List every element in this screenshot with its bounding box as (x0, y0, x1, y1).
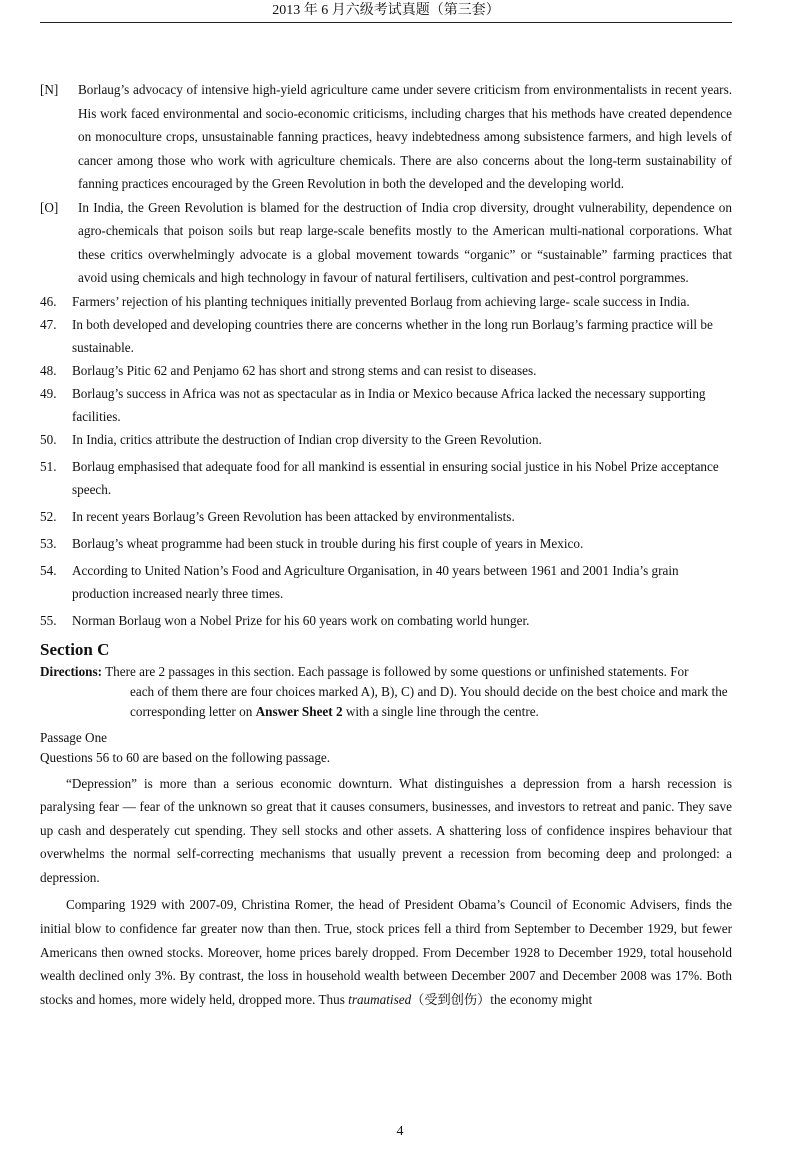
paragraph-label: [N] (40, 82, 59, 97)
question-number: 52. (40, 508, 57, 524)
question-text: In both developed and developing countries there are concerns whether in the long run Borlaug’s farming practice will be sustainable. (72, 316, 713, 355)
paragraph-o (40, 196, 732, 290)
question-text: Borlaug’s Pitic 62 and Penjamo 62 has short and strong stems and can resist to diseases. (72, 362, 537, 378)
question-item (40, 455, 732, 501)
question-text: Farmers’ rejection of his planting techniques initially prevented Borlaug from achieving large- scale success in India. (72, 293, 690, 309)
question-item (40, 359, 732, 382)
paragraph-text: In India, the Green Revolution is blamed for the destruction of India crop diversity, drought vulnerability, dependence on agro-chemicals that poison soils but reap large-scale benefits mostly to the American multi-national corporations. What these critics overwhelmingly advocate is a global movement towards “organic” or “sustainable” farming practices that avoid using chemicals and high technology in favour of natural fertilisers, cultivation and pest-control porgrammes. (78, 199, 732, 285)
directions-text-first: There are 2 passages in this section. Each passage is followed by some questions or unfinished statements. For (105, 663, 689, 679)
question-item (40, 313, 732, 359)
question-number: 55. (40, 612, 57, 628)
question-text: Borlaug’s wheat programme had been stuck in trouble during his first couple of years in Mexico. (72, 535, 584, 551)
question-number: 49. (40, 385, 57, 401)
question-item (40, 505, 732, 528)
question-text: In India, critics attribute the destruction of Indian crop diversity to the Green Revolution. (72, 431, 542, 447)
passage-text: Comparing 1929 with 2007-09, Christina Romer, the head of President Obama’s Council of Economic Advisers, finds the initial blow to confidence far greater now than then. True, stock prices fell a third from September to December 1929, but fewer Americans then owned stocks. Moreover, home prices barely dropped. From December 1928 to December 1929, total household wealth declined only 3%. By contrast, the loss in household wealth between December 2007 and December 2008 was 17%. Both stocks and homes, more widely held, dropped more. Thus (40, 897, 732, 1007)
passage-paragraph: “Depression” is more than a serious economic downturn. What distinguishes a depression from a harsh recession is paralysing fear — fear of the unknown so great that it causes consumers, businesses, and investors to retreat and panic. They save up cash and desperately cut spending. They sell stocks and other assets. A shattering loss of confidence inspires behaviour that overwhelms the normal self-correcting mechanisms that usually prevent a recession from becoming deep and prolonged: a depression. (40, 775, 732, 885)
question-text: Borlaug emphasised that adequate food for all mankind is essential in ensuring social justice in his Nobel Prize acceptance speech. (72, 458, 719, 497)
passage-text-end: （受到创伤）the economy might (411, 991, 593, 1007)
question-text: Borlaug’s success in Africa was not as spectacular as in India or Mexico because Africa lacked the necessary supporting facilities. (72, 385, 706, 424)
question-item (40, 290, 732, 313)
passage-italic-word: traumatised (348, 991, 412, 1007)
question-number: 51. (40, 458, 57, 474)
section-title: Section C (40, 639, 110, 659)
paragraph-text: Borlaug’s advocacy of intensive high-yield agriculture came under severe criticism from environmentalists in recent years. His work faced environmental and socio-economic criticisms, including charges that his methods have created dependence on monoculture crops, unsustainable fanning practices, heavy indebtedness among subsistence farmers, and high levels of cancer among those who work with agriculture chemicals. There are also concerns about the long-term sustainability of fanning practices encouraged by the Green Revolution in both the developed and the developing world. (78, 82, 732, 191)
question-number: 46. (40, 293, 57, 309)
question-item (40, 382, 732, 428)
question-text: According to United Nation’s Food and Agriculture Organisation, in 40 years between 1961 and 2001 India’s grain production increased nearly three times. (72, 562, 679, 601)
passage-paragraph (40, 893, 732, 1011)
question-number: 53. (40, 535, 57, 551)
directions-text-mid: each of them there are four choices marked A), B), C) and D). You should decide on the best choice and mark the corresponding letter on (130, 683, 728, 719)
question-item (40, 609, 732, 632)
paragraph-label: [O] (40, 199, 59, 215)
question-text: Norman Borlaug won a Nobel Prize for his 60 years work on combating world hunger. (72, 612, 530, 628)
question-number: 47. (40, 316, 57, 332)
page-header (40, 0, 732, 23)
question-number: 54. (40, 562, 57, 578)
document-body (40, 78, 732, 1011)
header-title: 2013 年 6 月六级考试真题（第三套） (272, 3, 500, 18)
directions-continuation (40, 682, 732, 722)
question-number: 48. (40, 362, 57, 378)
paragraph-n (40, 78, 732, 196)
question-text: In recent years Borlaug’s Green Revolution has been attacked by environmentalists. (72, 508, 515, 524)
directions (40, 662, 732, 722)
answer-sheet-label: Answer Sheet 2 (255, 703, 343, 719)
passage-title: Passage One (40, 729, 108, 745)
question-item (40, 532, 732, 555)
question-item (40, 428, 732, 451)
question-number: 50. (40, 431, 57, 447)
question-item (40, 559, 732, 605)
passage-questions-line: Questions 56 to 60 are based on the following passage. (40, 749, 331, 765)
directions-label: Directions: (40, 663, 103, 679)
directions-text-end: with a single line through the centre. (342, 703, 539, 719)
page-number: 4 (396, 1124, 404, 1139)
